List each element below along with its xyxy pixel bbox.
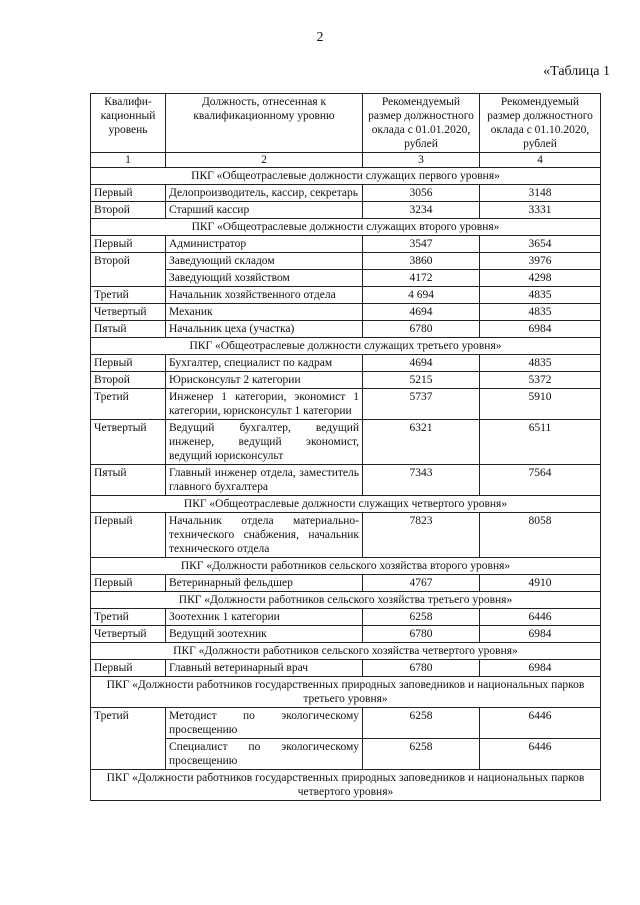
group-row [91, 338, 601, 355]
position-cell: Заведующий хозяйством [166, 270, 363, 287]
table-row [91, 202, 601, 219]
group-row [91, 770, 601, 801]
table-row [91, 575, 601, 592]
group-row [91, 496, 601, 513]
group-title: ПКГ «Общеотраслевые должности служащих третьего уровня» [91, 338, 601, 355]
salary-oct-cell: 6984 [480, 660, 601, 677]
level-cell: Первый [91, 185, 166, 202]
level-cell: Первый [91, 236, 166, 253]
position-cell: Ветеринарный фельдшер [166, 575, 363, 592]
salary-jan-cell: 4694 [363, 304, 480, 321]
salary-oct-cell: 4835 [480, 355, 601, 372]
table-row [91, 253, 601, 270]
salary-jan-cell: 6780 [363, 660, 480, 677]
table-row [91, 465, 601, 496]
table-row [91, 389, 601, 420]
level-cell: Второй [91, 372, 166, 389]
position-cell: Инженер 1 категории, экономист 1 категории, юрисконсульт 1 категории [166, 389, 363, 420]
position-cell: Бухгалтер, специалист по кадрам [166, 355, 363, 372]
column-number: 3 [363, 153, 480, 168]
level-cell: Пятый [91, 465, 166, 496]
salary-jan-cell: 6258 [363, 708, 480, 739]
level-cell: Первый [91, 513, 166, 558]
group-row [91, 643, 601, 660]
position-cell: Ведущий бухгалтер, ведущий инженер, ведущий экономист, ведущий юрисконсульт [166, 420, 363, 465]
position-cell: Методист по экологическому просвещению [166, 708, 363, 739]
group-row [91, 592, 601, 609]
group-title: ПКГ «Общеотраслевые должности служащих второго уровня» [91, 219, 601, 236]
table-row [91, 321, 601, 338]
group-title: ПКГ «Должности работников сельского хозяйства третьего уровня» [91, 592, 601, 609]
salary-jan-cell: 4172 [363, 270, 480, 287]
salary-oct-cell: 4835 [480, 304, 601, 321]
salary-jan-cell: 7823 [363, 513, 480, 558]
salary-table [90, 93, 601, 801]
salary-oct-cell: 7564 [480, 465, 601, 496]
salary-oct-cell: 5372 [480, 372, 601, 389]
position-cell: Ведущий зоотехник [166, 626, 363, 643]
table-row [91, 270, 601, 287]
salary-jan-cell: 6780 [363, 321, 480, 338]
table-row [91, 513, 601, 558]
salary-jan-cell: 7343 [363, 465, 480, 496]
table-row [91, 304, 601, 321]
position-cell: Специалист по экологическому просвещению [166, 739, 363, 770]
level-cell: Второй [91, 253, 166, 287]
table-row [91, 185, 601, 202]
salary-jan-cell: 6780 [363, 626, 480, 643]
table-row [91, 739, 601, 770]
salary-jan-cell: 3234 [363, 202, 480, 219]
table-row [91, 420, 601, 465]
level-cell: Третий [91, 287, 166, 304]
level-cell: Третий [91, 708, 166, 770]
position-cell: Механик [166, 304, 363, 321]
salary-oct-cell: 6511 [480, 420, 601, 465]
salary-oct-cell: 6446 [480, 609, 601, 626]
position-cell: Начальник цеха (участка) [166, 321, 363, 338]
salary-oct-cell: 5910 [480, 389, 601, 420]
column-number: 4 [480, 153, 601, 168]
group-title: ПКГ «Должности работников сельского хозяйства четвертого уровня» [91, 643, 601, 660]
group-title: ПКГ «Должности работников государственных природных заповедников и национальных парков четвертого уровня» [91, 770, 601, 801]
table-body [91, 168, 601, 801]
level-cell: Первый [91, 355, 166, 372]
table-row [91, 609, 601, 626]
group-row [91, 219, 601, 236]
position-cell: Делопроизводитель, кассир, секретарь [166, 185, 363, 202]
position-cell: Юрисконсульт 2 категории [166, 372, 363, 389]
table-caption: «Таблица 1 [543, 64, 610, 79]
position-cell: Администратор [166, 236, 363, 253]
salary-oct-cell: 3148 [480, 185, 601, 202]
level-cell: Третий [91, 609, 166, 626]
position-cell: Главный ветеринарный врач [166, 660, 363, 677]
group-row [91, 558, 601, 575]
salary-jan-cell: 5215 [363, 372, 480, 389]
position-cell: Начальник хозяйственного отдела [166, 287, 363, 304]
position-cell: Заведующий складом [166, 253, 363, 270]
salary-oct-cell: 4835 [480, 287, 601, 304]
table-row [91, 708, 601, 739]
salary-jan-cell: 3860 [363, 253, 480, 270]
page-number: 2 [316, 30, 324, 45]
level-cell: Пятый [91, 321, 166, 338]
salary-oct-cell: 6984 [480, 626, 601, 643]
salary-jan-cell: 4694 [363, 355, 480, 372]
salary-oct-cell: 3331 [480, 202, 601, 219]
salary-jan-cell: 6258 [363, 609, 480, 626]
level-cell: Четвертый [91, 626, 166, 643]
salary-jan-cell: 6258 [363, 739, 480, 770]
salary-jan-cell: 5737 [363, 389, 480, 420]
salary-oct-cell: 6984 [480, 321, 601, 338]
header-position: Должность, отнесенная к квалификационному уровню [166, 94, 363, 153]
salary-jan-cell: 4 694 [363, 287, 480, 304]
column-number: 2 [166, 153, 363, 168]
group-title: ПКГ «Общеотраслевые должности служащих первого уровня» [91, 168, 601, 185]
level-cell: Второй [91, 202, 166, 219]
salary-oct-cell: 6446 [480, 739, 601, 770]
table-row [91, 372, 601, 389]
salary-jan-cell: 6321 [363, 420, 480, 465]
header-salary-jan: Рекомендуемый размер должностного оклада с 01.01.2020, рублей [363, 94, 480, 153]
salary-oct-cell: 3976 [480, 253, 601, 270]
table-row [91, 660, 601, 677]
header-row [91, 94, 601, 153]
salary-jan-cell: 4767 [363, 575, 480, 592]
salary-oct-cell: 4910 [480, 575, 601, 592]
position-cell: Начальник отдела материально-технического снабжения, начальник технического отдела [166, 513, 363, 558]
salary-jan-cell: 3056 [363, 185, 480, 202]
table-row [91, 287, 601, 304]
table-row [91, 355, 601, 372]
header-level: Квалифи-кационный уровень [91, 94, 166, 153]
salary-jan-cell: 3547 [363, 236, 480, 253]
group-title: ПКГ «Должности работников государственных природных заповедников и национальных парков третьего уровня» [91, 677, 601, 708]
column-number-row [91, 153, 601, 168]
group-title: ПКГ «Должности работников сельского хозяйства второго уровня» [91, 558, 601, 575]
level-cell: Первый [91, 575, 166, 592]
header-salary-oct: Рекомендуемый размер должностного оклада с 01.10.2020, рублей [480, 94, 601, 153]
column-number: 1 [91, 153, 166, 168]
level-cell: Третий [91, 389, 166, 420]
level-cell: Четвертый [91, 304, 166, 321]
salary-oct-cell: 4298 [480, 270, 601, 287]
group-row [91, 168, 601, 185]
salary-oct-cell: 8058 [480, 513, 601, 558]
level-cell: Четвертый [91, 420, 166, 465]
position-cell: Зоотехник 1 категории [166, 609, 363, 626]
table-row [91, 236, 601, 253]
salary-oct-cell: 3654 [480, 236, 601, 253]
level-cell: Первый [91, 660, 166, 677]
position-cell: Главный инженер отдела, заместитель главного бухгалтера [166, 465, 363, 496]
table-row [91, 626, 601, 643]
salary-oct-cell: 6446 [480, 708, 601, 739]
group-title: ПКГ «Общеотраслевые должности служащих четвертого уровня» [91, 496, 601, 513]
group-row [91, 677, 601, 708]
position-cell: Старший кассир [166, 202, 363, 219]
